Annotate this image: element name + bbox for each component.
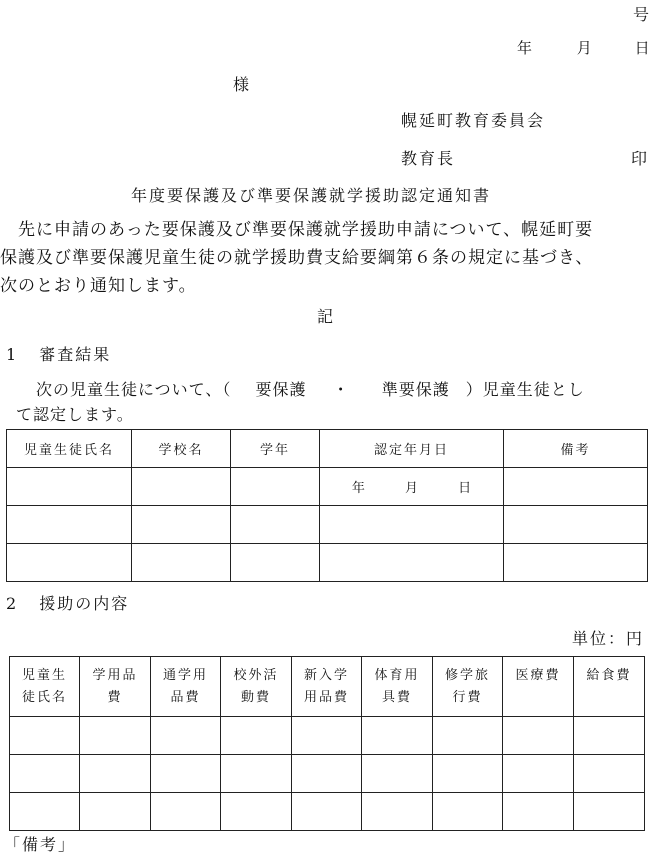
table-cell xyxy=(151,755,221,793)
table-cell xyxy=(362,755,433,793)
issuer-name: 幌延町教育委員会 xyxy=(401,111,546,130)
header-line: 医療費 xyxy=(515,668,561,683)
unit-label: 単位：円 xyxy=(572,629,645,648)
table-cell xyxy=(132,506,231,544)
header-line: 児童生 xyxy=(21,668,67,683)
col-school-supplies xyxy=(80,657,151,717)
cell-day-label: 日 xyxy=(458,481,472,496)
table-cell xyxy=(362,793,433,831)
body-line-1: 先に申請のあった要保護及び準要保護就学援助申請について、幌延町要 xyxy=(18,220,594,240)
section1-text-prefix: 次の児童生徒について、（ xyxy=(36,380,232,399)
header-line: 校外活 xyxy=(233,668,279,683)
header-line: 動費 xyxy=(240,690,271,705)
section1-text-line2: て認定します。 xyxy=(16,405,134,424)
header-line: 行費 xyxy=(452,690,483,705)
col-new-student-supplies xyxy=(292,657,362,717)
header-line: 体育用 xyxy=(374,668,420,683)
col-grade: 学年 xyxy=(231,430,320,468)
ki-label: 記 xyxy=(317,307,334,326)
table-row xyxy=(7,468,648,506)
table-cell xyxy=(7,544,132,582)
option-junyohogo: 準要保護 xyxy=(381,380,450,399)
table-row xyxy=(10,793,645,831)
header-line: 修学旅 xyxy=(444,668,490,683)
table-cell xyxy=(362,717,433,755)
table-cell xyxy=(503,717,574,755)
col-school-trip xyxy=(433,657,503,717)
table-cell xyxy=(433,793,503,831)
table-row xyxy=(7,506,648,544)
col-school-lunch xyxy=(574,657,645,717)
table-row xyxy=(7,544,648,582)
option-yohogo: 要保護 xyxy=(255,380,307,399)
table-header-row xyxy=(7,430,648,468)
table-cell xyxy=(504,544,648,582)
col-commuting-supplies xyxy=(151,657,221,717)
table-cell xyxy=(151,717,221,755)
cell-month-label: 月 xyxy=(404,481,418,496)
remarks-label: 「備考」 xyxy=(4,835,77,854)
col-student-name: 児童生徒氏名 xyxy=(7,430,132,468)
header-line: 新入学 xyxy=(303,668,349,683)
header-line: 学用品 xyxy=(92,668,138,683)
table-cell xyxy=(80,717,151,755)
certification-table xyxy=(6,429,648,582)
table-cell xyxy=(433,755,503,793)
header-line: 費 xyxy=(107,690,123,705)
table-cell xyxy=(504,506,648,544)
date-month-label: 月 xyxy=(576,39,592,57)
body-line-3: 次のとおり通知します。 xyxy=(0,276,197,296)
table-cell xyxy=(221,717,292,755)
date-day-label: 日 xyxy=(634,39,650,57)
table-cell xyxy=(320,544,504,582)
table-cell xyxy=(292,717,362,755)
col-school-name: 学校名 xyxy=(132,430,231,468)
document-number-label: 号 xyxy=(633,5,650,24)
issuer-title: 教育長 xyxy=(401,149,456,168)
header-line: 用品費 xyxy=(303,690,349,705)
table-cell xyxy=(132,468,231,506)
header-line: 通学用 xyxy=(162,668,208,683)
table-cell xyxy=(10,755,80,793)
body-line-2: 保護及び準要保護児童生徒の就学援助費支給要綱第６条の規定に基づき、 xyxy=(0,248,594,268)
table-cell xyxy=(151,793,221,831)
col-pe-equipment xyxy=(362,657,433,717)
section1-text-line1 xyxy=(36,377,585,400)
date-year-label: 年 xyxy=(517,39,533,57)
col-field-activities xyxy=(221,657,292,717)
header-line: 具費 xyxy=(381,690,412,705)
table-cell xyxy=(231,506,320,544)
table-cell xyxy=(80,755,151,793)
table-cell xyxy=(132,544,231,582)
body-paragraph xyxy=(0,216,650,300)
issue-date xyxy=(517,37,650,58)
table-cell xyxy=(292,793,362,831)
table-cell xyxy=(10,793,80,831)
certification-date-cell xyxy=(320,468,504,506)
section1-heading xyxy=(6,342,111,365)
assistance-table xyxy=(9,656,645,831)
table-cell xyxy=(574,755,645,793)
table-cell xyxy=(231,544,320,582)
table-row xyxy=(10,755,645,793)
addressee-suffix: 様 xyxy=(233,75,250,94)
col-student-name xyxy=(10,657,80,717)
col-medical xyxy=(503,657,574,717)
table-row xyxy=(10,717,645,755)
table-header-row xyxy=(10,657,645,717)
cell-year-label: 年 xyxy=(351,481,365,496)
table-cell xyxy=(504,468,648,506)
table-cell xyxy=(221,755,292,793)
document-title: 年度要保護及び準要保護就学援助認定通知書 xyxy=(131,186,492,205)
header-line: 品費 xyxy=(170,690,201,705)
section1-text-suffix: ）児童生徒とし xyxy=(465,380,585,399)
table-cell xyxy=(221,793,292,831)
section2-title: 援助の内容 xyxy=(39,594,130,613)
section2-heading xyxy=(6,591,129,614)
option-separator: ・ xyxy=(332,380,350,399)
table-cell xyxy=(10,717,80,755)
table-cell xyxy=(503,793,574,831)
col-remarks: 備考 xyxy=(504,430,648,468)
table-cell xyxy=(292,755,362,793)
table-cell xyxy=(320,506,504,544)
table-cell xyxy=(574,717,645,755)
table-cell xyxy=(503,755,574,793)
section2-number: 2 xyxy=(6,594,17,613)
table-cell xyxy=(433,717,503,755)
section1-title: 審査結果 xyxy=(39,345,112,364)
header-line: 徒氏名 xyxy=(21,690,67,705)
col-certification-date: 認定年月日 xyxy=(320,430,504,468)
table-cell xyxy=(231,468,320,506)
seal-mark: 印 xyxy=(631,149,648,168)
table-cell xyxy=(574,793,645,831)
table-cell xyxy=(7,506,132,544)
table-cell xyxy=(80,793,151,831)
table-cell xyxy=(7,468,132,506)
section1-number: 1 xyxy=(6,345,17,364)
header-line: 給食費 xyxy=(586,668,632,683)
